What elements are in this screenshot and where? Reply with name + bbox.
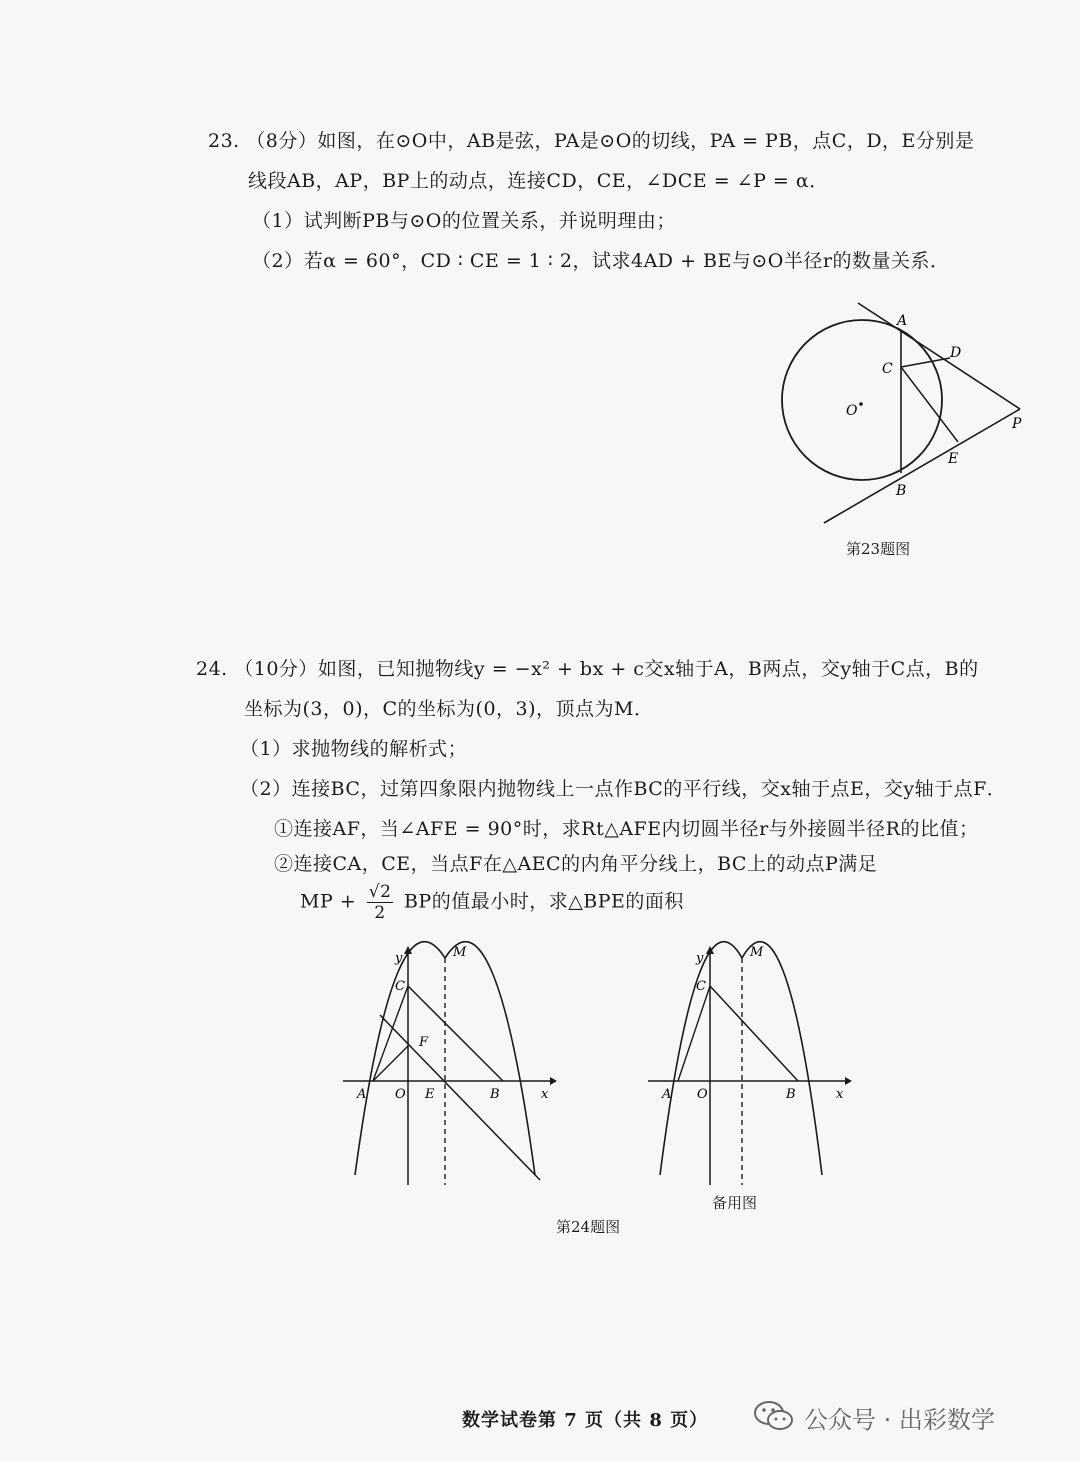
- tangent-pb: [824, 409, 1020, 523]
- label-b: B: [490, 1087, 500, 1102]
- q23-part-2: （2）若α = 60°，CD ∶ CE = 1 ∶ 2，试求4AD + BE与⊙O半径r的数量关系．: [252, 250, 950, 272]
- q24-part-1: （1）求抛物线的解析式；: [240, 738, 468, 760]
- q23-part-1: （1）试判断PB与⊙O的位置关系，并说明理由；: [252, 210, 676, 232]
- formula-bp-rest: BP的值最小时，求△BPE的面积: [403, 890, 684, 913]
- label-c: C: [696, 979, 706, 994]
- center-o-dot: [859, 402, 863, 406]
- label-c: C: [395, 979, 405, 994]
- label-p: P: [1012, 416, 1022, 432]
- q24-main-figure: [335, 940, 565, 1190]
- circle-o: [782, 320, 942, 480]
- label-o: O: [697, 1087, 708, 1102]
- label-b: B: [786, 1087, 796, 1102]
- segment-ce: [901, 367, 958, 442]
- q24-line-1: 24. （10分）如图，已知抛物线y = −x² + bx + c交x轴于A，B两点，交y轴于C点，B的: [196, 658, 979, 680]
- q24-part-2-sub-2: ②连接CA，CE，当点F在△AEC的内角平分线上，BC上的动点P满足: [274, 853, 878, 875]
- q24-part-2-sub-2-formula: [300, 882, 684, 923]
- label-a: A: [357, 1087, 367, 1102]
- q24-part-2: （2）连接BC，过第四象限内抛物线上一点作BC的平行线，交x轴于点E，交y轴于点F．: [240, 778, 1007, 800]
- q23-figure-caption: 第23题图: [846, 540, 911, 558]
- wechat-icon: [752, 1398, 796, 1434]
- q24-backup-figure: [640, 940, 870, 1190]
- watermark-text: 公众号 · 出彩数学: [804, 1406, 995, 1434]
- label-a: A: [662, 1087, 672, 1102]
- q24-line-2: 坐标为(3，0)，C的坐标为(0，3)，顶点为M．: [244, 698, 654, 720]
- q24-part-2-sub-1: ①连接AF，当∠AFE = 90°时，求Rt△AFE内切圆半径r与外接圆半径R的比值；: [274, 818, 979, 840]
- formula-mp: MP +: [300, 890, 357, 913]
- label-e: E: [948, 451, 959, 467]
- label-d: D: [950, 345, 962, 361]
- label-m: M: [453, 945, 467, 960]
- label-x: x: [541, 1087, 549, 1102]
- q24-figure-caption: 第24题图: [556, 1218, 621, 1236]
- label-x: x: [836, 1087, 844, 1102]
- label-b: B: [896, 483, 907, 499]
- label-y: y: [696, 951, 704, 966]
- label-f: F: [419, 1035, 429, 1050]
- segment-af: [373, 1046, 408, 1081]
- q23-line-1: 23. （8分）如图，在⊙O中，AB是弦，PA是⊙O的切线，PA = PB，点C，D，E分别是: [208, 130, 975, 152]
- x-axis-arrow: [550, 1077, 557, 1085]
- q24-backup-caption: 备用图: [712, 1194, 758, 1212]
- segment-cd: [901, 358, 950, 367]
- fraction-numerator: √2: [368, 882, 392, 902]
- page-footer: 数学试卷第 7 页（共 8 页）: [462, 1410, 709, 1431]
- fraction-denominator: 2: [374, 903, 386, 923]
- segment-bc: [710, 986, 798, 1081]
- q23-figure: [770, 295, 1040, 535]
- label-c: C: [882, 361, 893, 377]
- label-e: E: [425, 1087, 435, 1102]
- label-m: M: [750, 945, 764, 960]
- segment-bc: [408, 986, 503, 1081]
- label-y: y: [395, 951, 403, 966]
- x-axis-arrow: [845, 1077, 852, 1085]
- label-a: A: [897, 313, 908, 329]
- segment-ac: [373, 986, 408, 1081]
- fraction-sqrt2-over-2: [367, 882, 394, 923]
- q23-line-2: 线段AB，AP，BP上的动点，连接CD，CE，∠DCE = ∠P = α．: [248, 170, 829, 192]
- tangent-pa: [858, 303, 1020, 409]
- label-o: O: [846, 403, 858, 419]
- label-o: O: [395, 1087, 406, 1102]
- parabola: [660, 942, 822, 1175]
